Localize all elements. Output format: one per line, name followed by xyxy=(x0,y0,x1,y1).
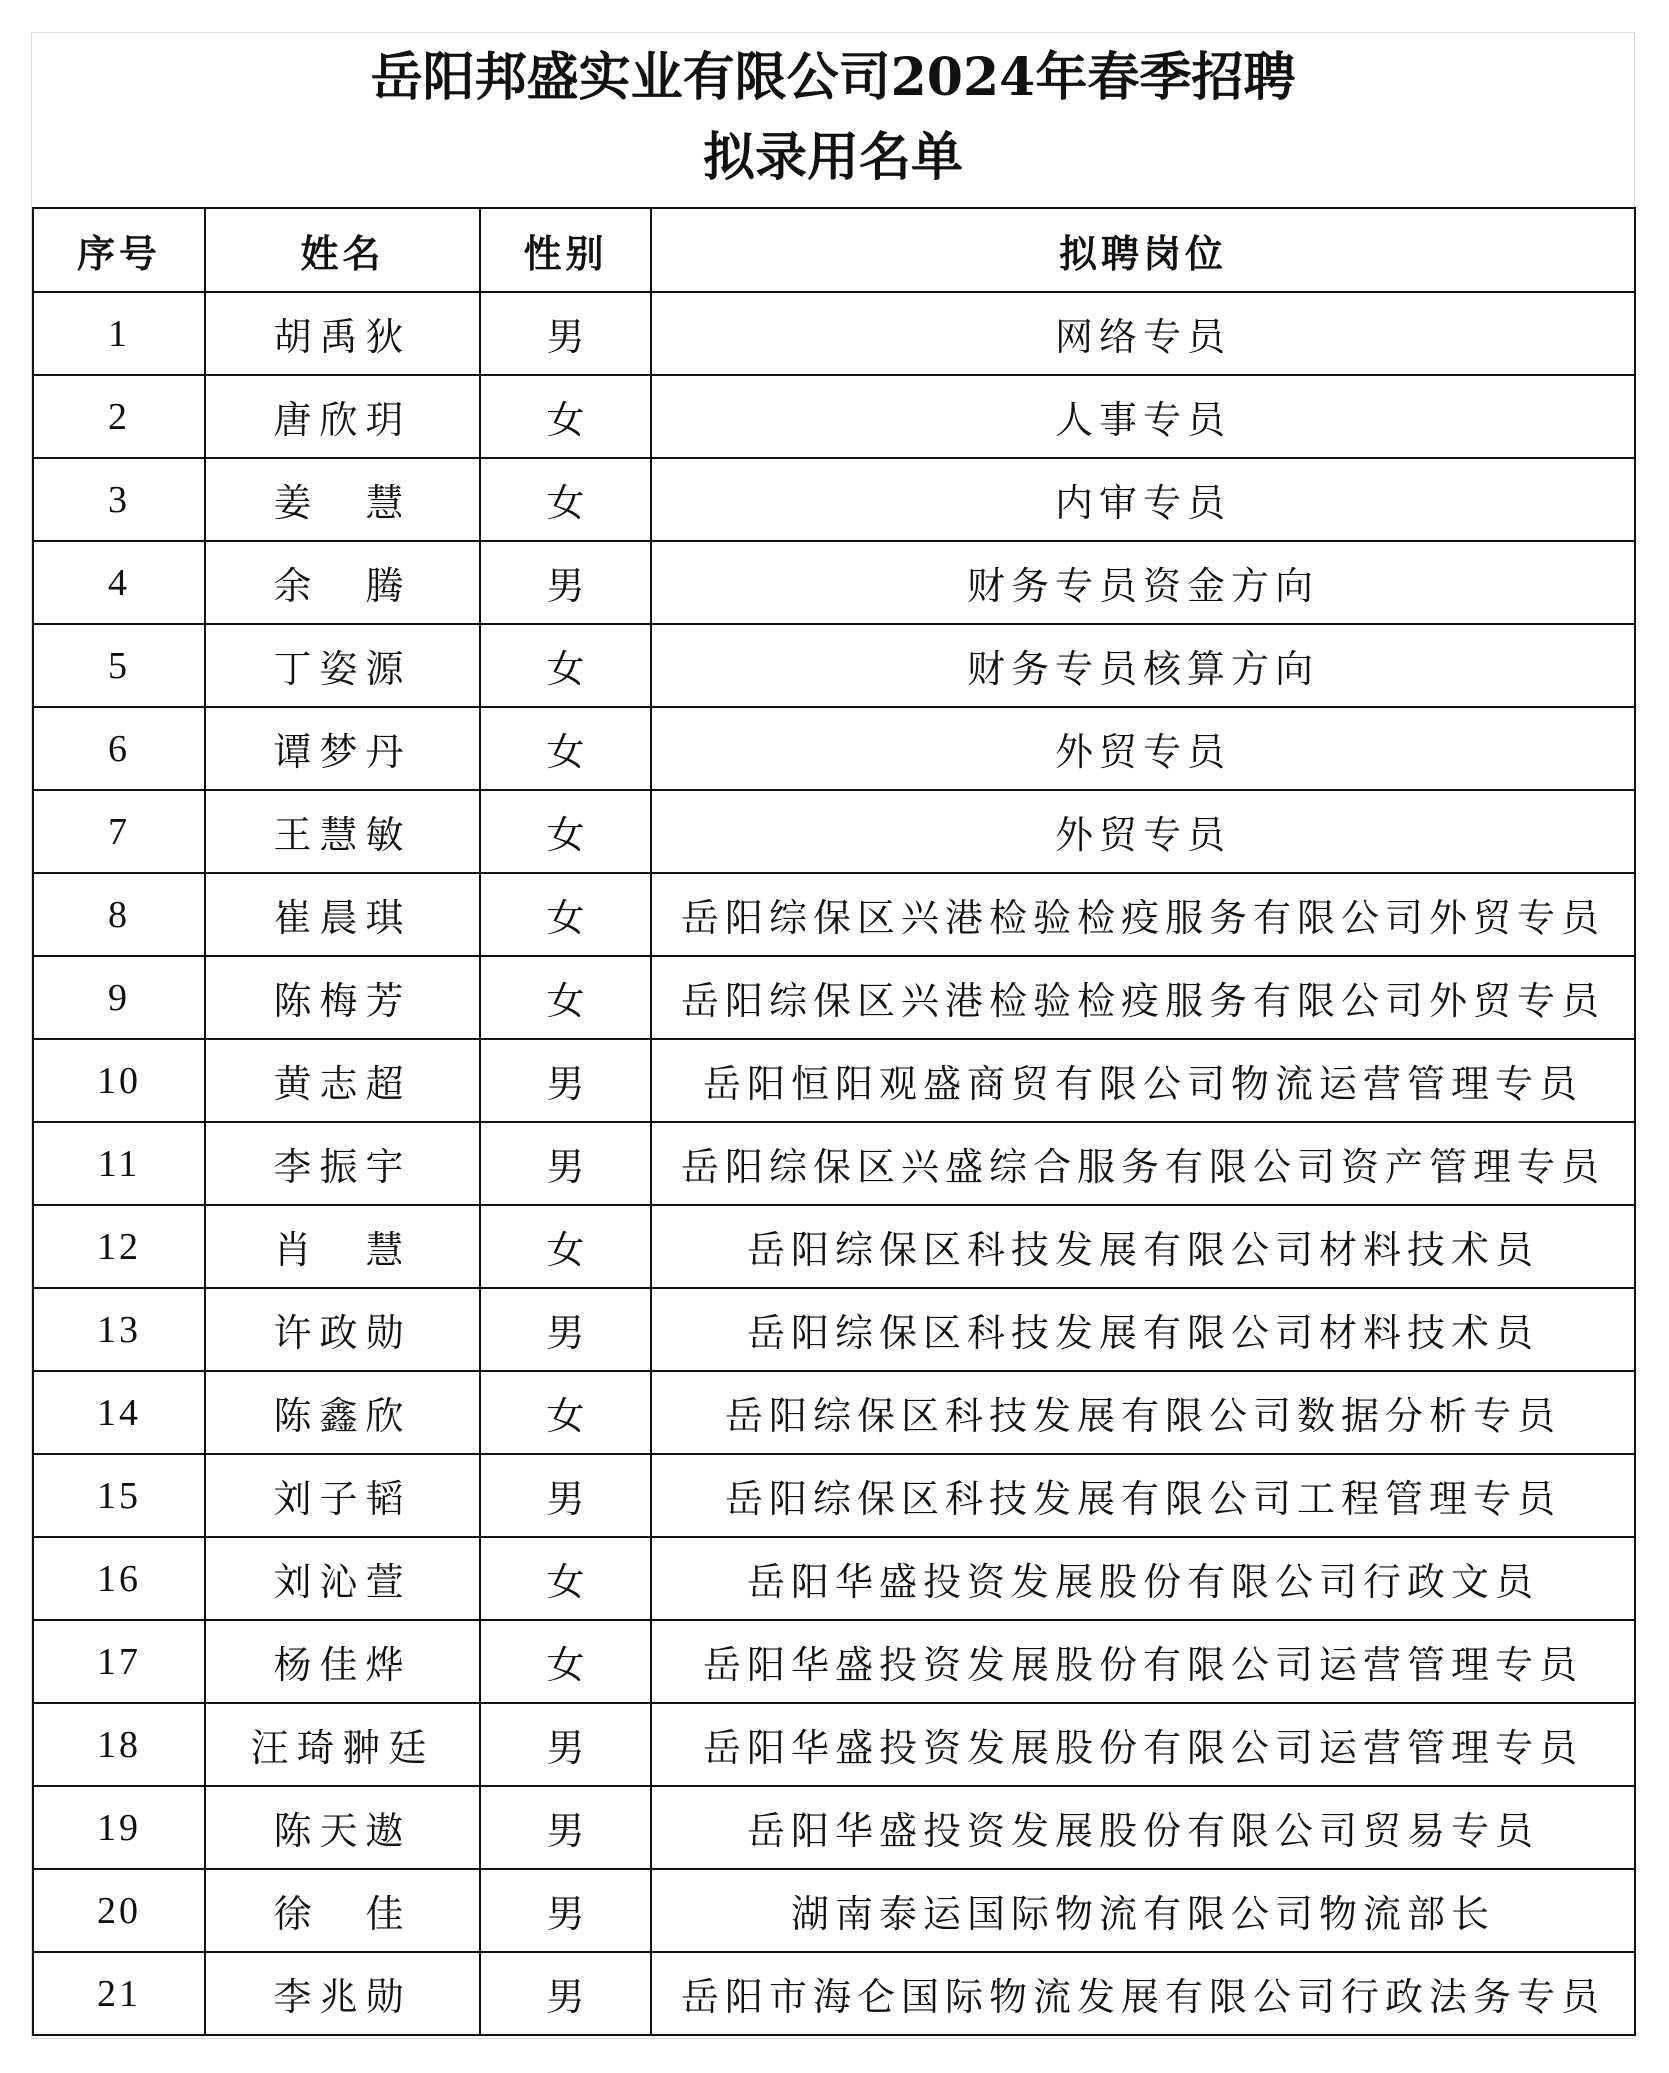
cell-position: 岳阳综保区科技发展有限公司材料技术员 xyxy=(651,1205,1635,1288)
cell-gender: 女 xyxy=(480,956,651,1039)
cell-name: 肖 慧 xyxy=(205,1205,480,1288)
cell-no: 12 xyxy=(33,1205,205,1288)
cell-position: 网络专员 xyxy=(651,292,1635,375)
cell-name: 余 腾 xyxy=(205,541,480,624)
cell-no: 17 xyxy=(33,1620,205,1703)
cell-no: 11 xyxy=(33,1122,205,1205)
cell-no: 15 xyxy=(33,1454,205,1537)
cell-position: 岳阳综保区科技发展有限公司工程管理专员 xyxy=(651,1454,1635,1537)
cell-no: 6 xyxy=(33,707,205,790)
cell-position: 岳阳综保区科技发展有限公司材料技术员 xyxy=(651,1288,1635,1371)
table-row xyxy=(33,1952,1635,2035)
cell-gender: 男 xyxy=(480,1952,651,2035)
cell-gender: 男 xyxy=(480,1786,651,1869)
header-position: 拟聘岗位 xyxy=(651,208,1635,292)
cell-position: 内审专员 xyxy=(651,458,1635,541)
title-line-1: 岳阳邦盛实业有限公司2024年春季招聘 xyxy=(370,47,1296,108)
table-row xyxy=(33,707,1635,790)
cell-position: 岳阳恒阳观盛商贸有限公司物流运营管理专员 xyxy=(651,1039,1635,1122)
cell-position: 外贸专员 xyxy=(651,790,1635,873)
cell-gender: 女 xyxy=(480,1371,651,1454)
cell-no: 16 xyxy=(33,1537,205,1620)
table-row xyxy=(33,1869,1635,1952)
cell-name: 刘沁萱 xyxy=(205,1537,480,1620)
cell-name: 陈天遨 xyxy=(205,1786,480,1869)
table-row xyxy=(33,458,1635,541)
cell-gender: 女 xyxy=(480,458,651,541)
table-row xyxy=(33,1703,1635,1786)
cell-no: 14 xyxy=(33,1371,205,1454)
table-row xyxy=(33,1454,1635,1537)
cell-no: 19 xyxy=(33,1786,205,1869)
table-row xyxy=(33,1537,1635,1620)
cell-name: 王慧敏 xyxy=(205,790,480,873)
cell-position: 岳阳综保区兴盛综合服务有限公司资产管理专员 xyxy=(651,1122,1635,1205)
cell-position: 岳阳市海仑国际物流发展有限公司行政法务专员 xyxy=(651,1952,1635,2035)
table-row xyxy=(33,541,1635,624)
cell-position: 人事专员 xyxy=(651,375,1635,458)
cell-gender: 女 xyxy=(480,873,651,956)
table-row xyxy=(33,1371,1635,1454)
cell-gender: 女 xyxy=(480,375,651,458)
cell-name: 崔晨琪 xyxy=(205,873,480,956)
cell-position: 湖南泰运国际物流有限公司物流部长 xyxy=(651,1869,1635,1952)
cell-name: 谭梦丹 xyxy=(205,707,480,790)
table-row xyxy=(33,1122,1635,1205)
cell-name: 李振宇 xyxy=(205,1122,480,1205)
cell-name: 刘子韬 xyxy=(205,1454,480,1537)
cell-name: 李兆勋 xyxy=(205,1952,480,2035)
cell-no: 13 xyxy=(33,1288,205,1371)
table-row xyxy=(33,1620,1635,1703)
cell-position: 财务专员核算方向 xyxy=(651,624,1635,707)
cell-name: 许政勋 xyxy=(205,1288,480,1371)
cell-gender: 女 xyxy=(480,624,651,707)
title-line-2: 拟录用名单 xyxy=(702,127,963,188)
document-title xyxy=(32,38,1634,198)
table-row xyxy=(33,1039,1635,1122)
cell-gender: 男 xyxy=(480,1703,651,1786)
cell-no: 2 xyxy=(33,375,205,458)
cell-position: 外贸专员 xyxy=(651,707,1635,790)
cell-name: 汪琦翀廷 xyxy=(205,1703,480,1786)
table-row xyxy=(33,956,1635,1039)
cell-name: 姜 慧 xyxy=(205,458,480,541)
cell-no: 4 xyxy=(33,541,205,624)
cell-gender: 女 xyxy=(480,1205,651,1288)
cell-name: 丁姿源 xyxy=(205,624,480,707)
cell-name: 杨佳烨 xyxy=(205,1620,480,1703)
header-no: 序号 xyxy=(33,208,205,292)
cell-gender: 女 xyxy=(480,790,651,873)
table-row xyxy=(33,292,1635,375)
cell-no: 7 xyxy=(33,790,205,873)
cell-gender: 男 xyxy=(480,1039,651,1122)
cell-gender: 男 xyxy=(480,1454,651,1537)
table-row xyxy=(33,1288,1635,1371)
cell-gender: 男 xyxy=(480,1288,651,1371)
table-row xyxy=(33,1205,1635,1288)
cell-no: 21 xyxy=(33,1952,205,2035)
cell-no: 1 xyxy=(33,292,205,375)
table-row xyxy=(33,1786,1635,1869)
cell-gender: 男 xyxy=(480,292,651,375)
header-name: 姓名 xyxy=(205,208,480,292)
cell-no: 10 xyxy=(33,1039,205,1122)
table-row xyxy=(33,873,1635,956)
cell-name: 陈梅芳 xyxy=(205,956,480,1039)
cell-no: 5 xyxy=(33,624,205,707)
cell-position: 岳阳华盛投资发展股份有限公司运营管理专员 xyxy=(651,1620,1635,1703)
cell-position: 岳阳综保区兴港检验检疫服务有限公司外贸专员 xyxy=(651,956,1635,1039)
cell-no: 9 xyxy=(33,956,205,1039)
table-header-row xyxy=(33,208,1635,292)
cell-position: 财务专员资金方向 xyxy=(651,541,1635,624)
cell-gender: 女 xyxy=(480,1620,651,1703)
cell-name: 黄志超 xyxy=(205,1039,480,1122)
cell-name: 唐欣玥 xyxy=(205,375,480,458)
cell-position: 岳阳华盛投资发展股份有限公司运营管理专员 xyxy=(651,1703,1635,1786)
cell-no: 18 xyxy=(33,1703,205,1786)
table-body xyxy=(33,292,1635,2035)
cell-name: 徐 佳 xyxy=(205,1869,480,1952)
header-gender: 性别 xyxy=(480,208,651,292)
cell-name: 陈鑫欣 xyxy=(205,1371,480,1454)
cell-no: 8 xyxy=(33,873,205,956)
cell-gender: 男 xyxy=(480,1869,651,1952)
hiring-list-table xyxy=(32,207,1636,2036)
cell-gender: 男 xyxy=(480,541,651,624)
cell-position: 岳阳华盛投资发展股份有限公司行政文员 xyxy=(651,1537,1635,1620)
cell-gender: 女 xyxy=(480,707,651,790)
cell-name: 胡禹狄 xyxy=(205,292,480,375)
cell-position: 岳阳华盛投资发展股份有限公司贸易专员 xyxy=(651,1786,1635,1869)
cell-gender: 女 xyxy=(480,1537,651,1620)
cell-gender: 男 xyxy=(480,1122,651,1205)
cell-no: 20 xyxy=(33,1869,205,1952)
table-row xyxy=(33,375,1635,458)
table-row xyxy=(33,790,1635,873)
cell-position: 岳阳综保区兴港检验检疫服务有限公司外贸专员 xyxy=(651,873,1635,956)
cell-position: 岳阳综保区科技发展有限公司数据分析专员 xyxy=(651,1371,1635,1454)
table-row xyxy=(33,624,1635,707)
cell-no: 3 xyxy=(33,458,205,541)
